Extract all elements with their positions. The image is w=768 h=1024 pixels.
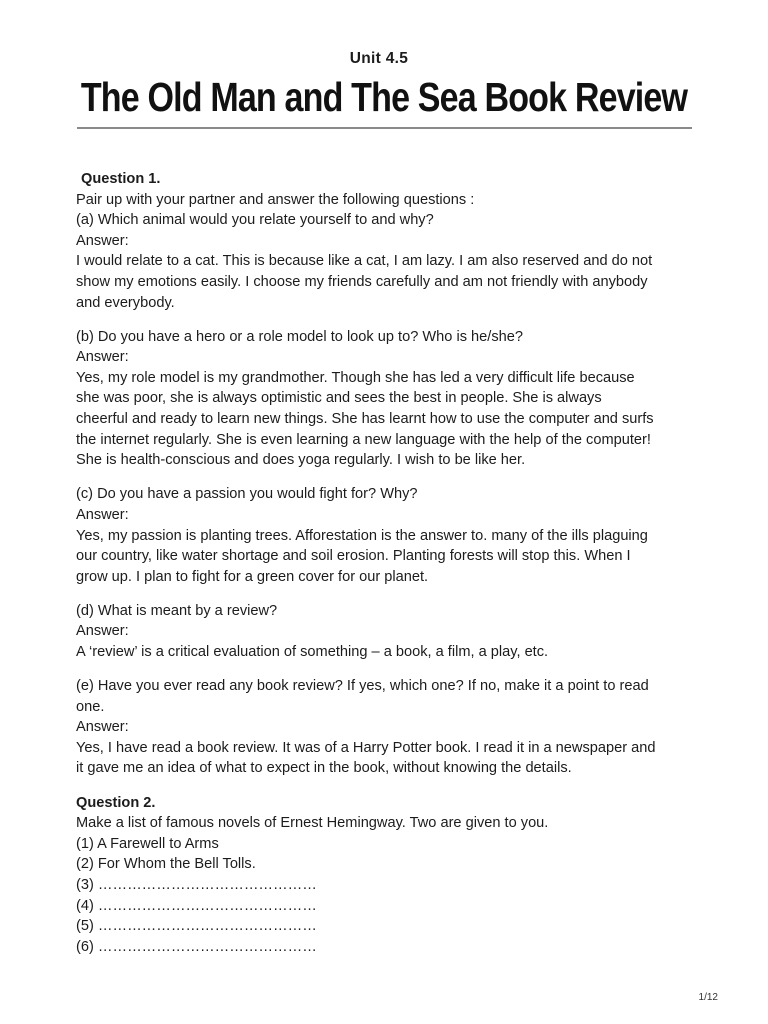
q1b-answer-line: Yes, my role model is my grandmother. Though she has led a very difficult life because xyxy=(76,369,635,386)
q1-section-a xyxy=(76,169,698,313)
q1a-answer-line: I would relate to a cat. This is because like a cat, I am lazy. I am also reserved and do not xyxy=(76,253,653,270)
q1a-answer-line: and everybody. xyxy=(76,294,175,311)
q2-intro: Make a list of famous novels of Ernest Hemingway. Two are given to you. xyxy=(76,815,549,832)
q1-section-b xyxy=(76,327,698,471)
page-title: The Old Man and The Sea Book Review xyxy=(80,74,688,120)
q1a-answer-label: Answer: xyxy=(76,232,129,249)
q1b-answer-line: cheerful and ready to learn new things. She has learnt how to use the computer and surfs xyxy=(76,411,654,428)
q1b-answer-line: She is health-conscious and does yoga regularly. I wish to be like her. xyxy=(76,452,526,469)
q1b-answer-line: she was poor, she is always optimistic and sees the best in people. She is always xyxy=(76,390,602,407)
q1e-question-line: one. xyxy=(76,698,105,715)
q1b-answer-label: Answer: xyxy=(76,349,129,366)
q1-section-e xyxy=(76,676,698,779)
q1-heading: Question 1. xyxy=(81,171,161,187)
q1a-question: (a) Which animal would you relate yourself to and why? xyxy=(76,212,434,229)
q1b-answer-line: the internet regularly. She is even learning a new language with the help of the computer! xyxy=(76,431,651,448)
q1a-answer-line: show my emotions easily. I choose my friends carefully and am not friendly with anybody xyxy=(76,273,648,290)
q2-section xyxy=(76,793,698,958)
q1-section-c xyxy=(76,484,698,587)
list-item: (2) For Whom the Bell Tolls. xyxy=(76,856,256,873)
q1c-answer-line: grow up. I plan to fight for a green cover for our planet. xyxy=(76,568,429,585)
list-item: (1) A Farewell to Arms xyxy=(76,835,219,852)
unit-label: Unit 4.5 xyxy=(349,50,409,67)
document-body xyxy=(76,169,698,971)
q1c-question: (c) Do you have a passion you would fight for? Why? xyxy=(76,486,418,503)
q1c-answer-label: Answer: xyxy=(76,506,129,523)
q1e-answer-line: it gave me an idea of what to expect in the book, without knowing the details. xyxy=(76,760,572,777)
q1c-answer-line: our country, like water shortage and soil erosion. Planting forests will stop this. When I xyxy=(76,548,631,565)
list-item: (4) ……………………………………… xyxy=(76,897,317,914)
list-item: (6) ……………………………………… xyxy=(76,938,317,955)
q1e-question-line: (e) Have you ever read any book review? If yes, which one? If no, make it a point to read xyxy=(76,678,649,695)
q1-intro: Pair up with your partner and answer the following questions : xyxy=(76,191,475,208)
q1d-question: (d) What is meant by a review? xyxy=(76,602,278,619)
title-divider xyxy=(77,127,692,129)
q1d-answer-line: A ‘review’ is a critical evaluation of something – a book, a film, a play, etc. xyxy=(76,643,549,660)
q1-section-d xyxy=(76,601,698,663)
q1e-answer-label: Answer: xyxy=(76,719,129,736)
q2-heading: Question 2. xyxy=(76,794,156,811)
q1e-answer-line: Yes, I have read a book review. It was of a Harry Potter book. I read it in a newspaper and xyxy=(76,739,656,756)
q1d-answer-label: Answer: xyxy=(76,623,129,640)
list-item: (5) ……………………………………… xyxy=(76,918,317,935)
page-number: 1/12 xyxy=(698,992,718,1003)
list-item: (3) ……………………………………… xyxy=(76,876,317,893)
q1b-question: (b) Do you have a hero or a role model to look up to? Who is he/she? xyxy=(76,328,523,345)
q1c-answer-line: Yes, my passion is planting trees. Afforestation is the answer to. many of the ills plaguing xyxy=(76,527,648,544)
